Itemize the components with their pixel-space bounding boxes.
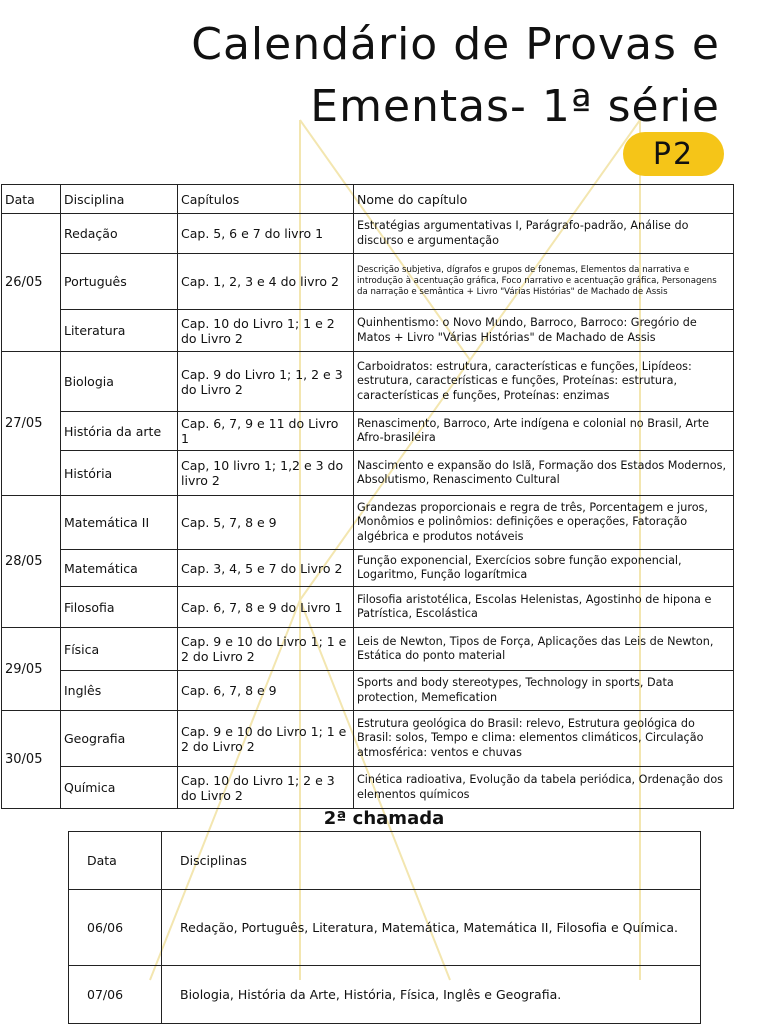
table-row [2,412,734,451]
table-row [2,254,734,310]
capitulos-cell: Cap. 1, 2, 3 e 4 do livro 2 [178,254,354,310]
page-title-line-2: Ementas- 1ª série [310,81,720,132]
nome-cell: Renascimento, Barroco, Arte indígena e colonial no Brasil, Arte Afro-brasileira [354,412,734,451]
second-call-table [68,831,701,1024]
table-row [2,451,734,496]
nome-cell: Estratégias argumentativas I, Parágrafo-padrão, Análise do discurso e argumentação [354,214,734,254]
table-row [2,628,734,671]
disciplina-cell: Redação [61,214,178,254]
second-disciplinas-cell: Biologia, História da Arte, História, Física, Inglês e Geografia. [162,966,701,1024]
capitulos-cell: Cap. 9 e 10 do Livro 1; 1 e 2 do Livro 2 [178,711,354,767]
second-disciplinas-cell: Redação, Português, Literatura, Matemática, Matemática II, Filosofia e Química. [162,890,701,966]
capitulos-cell: Cap. 10 do Livro 1; 2 e 3 do Livro 2 [178,767,354,809]
table-row [2,496,734,550]
disciplina-cell: História [61,451,178,496]
second-date-cell: 06/06 [69,890,162,966]
nome-cell: Nascimento e expansão do Islã, Formação dos Estados Modernos, Absolutismo, Renascimento Cultural [354,451,734,496]
date-cell: 28/05 [2,496,61,628]
table-row [69,966,701,1024]
table-row [2,711,734,767]
second-call-header-row [69,832,701,890]
date-cell: 26/05 [2,214,61,352]
disciplina-cell: Geografia [61,711,178,767]
date-cell: 30/05 [2,711,61,809]
nome-cell: Grandezas proporcionais e regra de três, Porcentagem e juros, Monômios e polinômios: definições e operações, Fatoração algébrica e produtos notáveis [354,496,734,550]
nome-cell: Cinética radioativa, Evolução da tabela periódica, Ordenação dos elementos químicos [354,767,734,809]
exam-schedule-table [1,184,734,809]
header-disciplina: Disciplina [61,185,178,214]
table-row [2,587,734,628]
second-header-data: Data [69,832,162,890]
table-row [2,767,734,809]
second-date-cell: 07/06 [69,966,162,1024]
capitulos-cell: Cap. 6, 7, 8 e 9 [178,671,354,711]
date-cell: 27/05 [2,352,61,496]
disciplina-cell: História da arte [61,412,178,451]
nome-cell: Descrição subjetiva, dígrafos e grupos de fonemas, Elementos da narrativa e introdução à acentuação gráfica, Foco narrativo e acentuação gráfica, Personagens da narração e semântica + Livro "Várias Histórias" de Machado de Assis [354,254,734,310]
disciplina-cell: Português [61,254,178,310]
table-row [2,352,734,412]
table-row [2,550,734,587]
disciplina-cell: Química [61,767,178,809]
capitulos-cell: Cap. 10 do Livro 1; 1 e 2 do Livro 2 [178,310,354,352]
nome-cell: Função exponencial, Exercícios sobre função exponencial, Logaritmo, Função logarítmica [354,550,734,587]
nome-cell: Estrutura geológica do Brasil: relevo, Estrutura geológica do Brasil: solos, Tempo e clima: elementos climáticos, Circulação atmosférica: ventos e chuvas [354,711,734,767]
disciplina-cell: Filosofia [61,587,178,628]
nome-cell: Filosofia aristotélica, Escolas Helenistas, Agostinho de hipona e Patrística, Escolástica [354,587,734,628]
second-call-title: 2ª chamada [323,808,445,829]
disciplina-cell: Inglês [61,671,178,711]
table-row [2,214,734,254]
page-title [191,14,720,138]
capitulos-cell: Cap. 9 do Livro 1; 1, 2 e 3 do Livro 2 [178,352,354,412]
disciplina-cell: Matemática [61,550,178,587]
page-title-line-1: Calendário de Provas e [191,19,720,70]
nome-cell: Carboidratos: estrutura, características e funções, Lipídeos: estrutura, características e funções, Proteínas: estrutura, características e funções, Proteínas: enzimas [354,352,734,412]
table-row [69,890,701,966]
capitulos-cell: Cap, 10 livro 1; 1,2 e 3 do livro 2 [178,451,354,496]
disciplina-cell: Biologia [61,352,178,412]
p2-badge: P2 [623,132,724,176]
date-cell: 29/05 [2,628,61,711]
capitulos-cell: Cap. 6, 7, 8 e 9 do Livro 1 [178,587,354,628]
capitulos-cell: Cap. 6, 7, 9 e 11 do Livro 1 [178,412,354,451]
header-nome-capitulo: Nome do capítulo [354,185,734,214]
disciplina-cell: Literatura [61,310,178,352]
capitulos-cell: Cap. 5, 6 e 7 do livro 1 [178,214,354,254]
capitulos-cell: Cap. 3, 4, 5 e 7 do Livro 2 [178,550,354,587]
header-data: Data [2,185,61,214]
table-row [2,310,734,352]
nome-cell: Quinhentismo: o Novo Mundo, Barroco, Barroco: Gregório de Matos + Livro "Várias Histórias" de Machado de Assis [354,310,734,352]
header-capitulos: Capítulos [178,185,354,214]
capitulos-cell: Cap. 9 e 10 do Livro 1; 1 e 2 do Livro 2 [178,628,354,671]
table-header-row [2,185,734,214]
disciplina-cell: Física [61,628,178,671]
second-header-disciplinas: Disciplinas [162,832,701,890]
nome-cell: Leis de Newton, Tipos de Força, Aplicações das Leis de Newton, Estática do ponto material [354,628,734,671]
nome-cell: Sports and body stereotypes, Technology in sports, Data protection, Memefication [354,671,734,711]
disciplina-cell: Matemática II [61,496,178,550]
table-row [2,671,734,711]
capitulos-cell: Cap. 5, 7, 8 e 9 [178,496,354,550]
